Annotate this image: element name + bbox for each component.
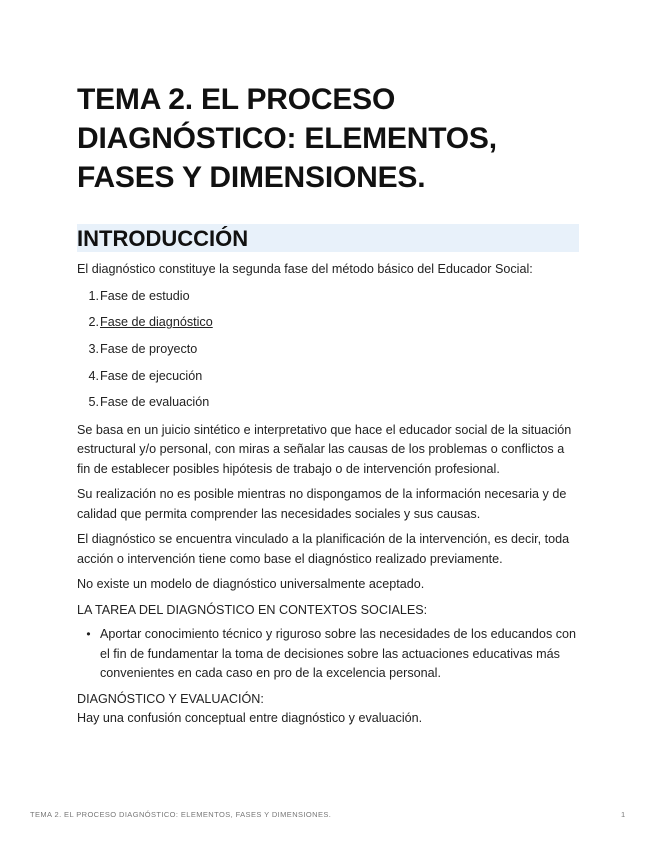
phase-list xyxy=(77,288,579,412)
document-title: TEMA 2. EL PROCESO DIAGNÓSTICO: ELEMENTOS, FASES Y DIMENSIONES. xyxy=(77,83,497,194)
section-heading-introduccion: INTRODUCCIÓN xyxy=(77,224,579,252)
list-item-text: Fase de estudio xyxy=(100,288,190,303)
list-item xyxy=(77,288,579,305)
list-item-text: Aportar conocimiento técnico y riguroso sobre las necesidades de los educandos con el fin de fundamentar la toma de decisiones sobre las actuaciones educativas más convenientes en cada caso en pro de la excelencia personal. xyxy=(100,627,577,681)
task-bullet-list xyxy=(77,625,579,684)
list-number: 1. xyxy=(88,288,99,303)
footer-page-number: 1 xyxy=(621,810,626,819)
page-content xyxy=(77,80,579,729)
body-paragraph: El diagnóstico se encuentra vinculado a la planificación de la intervención, es decir, toda acción o intervención tiene como base el diagnóstico realizado previamente. xyxy=(77,532,570,566)
list-item xyxy=(77,394,579,411)
body-paragraph: No existe un modelo de diagnóstico universalmente aceptado. xyxy=(77,577,425,592)
list-item-text: Fase de proyecto xyxy=(100,341,198,356)
list-item-text: Fase de ejecución xyxy=(100,368,203,383)
eval-paragraph: Hay una confusión conceptual entre diagnóstico y evaluación. xyxy=(77,711,423,726)
list-number: 4. xyxy=(88,368,99,383)
list-number: 5. xyxy=(88,395,99,410)
list-item-text: Fase de evaluación xyxy=(100,395,210,410)
list-number: 2. xyxy=(88,315,99,330)
list-item xyxy=(77,625,579,684)
body-paragraph: Su realización no es posible mientras no dispongamos de la información necesaria y de calidad que permita comprender las necesidades sociales y sus causas. xyxy=(77,487,567,521)
list-item xyxy=(77,368,579,385)
task-label: LA TAREA DEL DIAGNÓSTICO EN CONTEXTOS SOCIALES: xyxy=(77,602,428,617)
list-number: 3. xyxy=(88,341,99,356)
footer-running-title: TEMA 2. EL PROCESO DIAGNÓSTICO: ELEMENTOS, FASES Y DIMENSIONES. xyxy=(30,810,332,819)
body-paragraph: Se basa en un juicio sintético e interpretativo que hace el educador social de la situación estructural y/o personal, con miras a señalar las causas de los problemas o conflictos a fin de establecer posibles hipótesis de trabajo o de intervención profesional. xyxy=(77,422,572,476)
list-item xyxy=(77,341,579,358)
list-item xyxy=(77,314,579,331)
diagnostico-link[interactable]: Fase de diagnóstico xyxy=(100,315,213,330)
eval-label: DIAGNÓSTICO Y EVALUACIÓN: xyxy=(77,691,264,706)
intro-paragraph: El diagnóstico constituye la segunda fase del método básico del Educador Social: xyxy=(77,262,533,276)
bullet-icon: • xyxy=(86,627,91,642)
